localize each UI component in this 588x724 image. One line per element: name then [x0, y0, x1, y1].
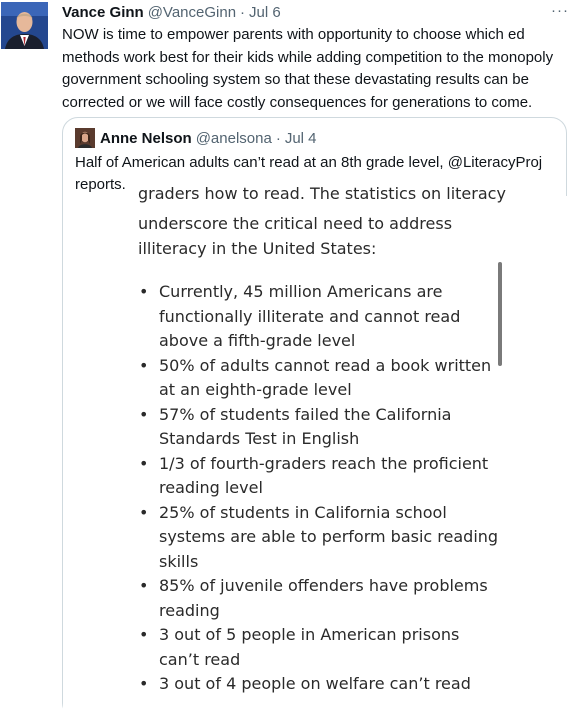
bullet-item: • 50% of adults cannot read a book written at an eighth-grade level: [159, 354, 504, 403]
bullet-item: • 57% of students failed the California Standards Test in English: [159, 403, 504, 452]
bullet-item: • 85% of juvenile offenders have problems reading: [159, 574, 504, 623]
quoted-tweet-image[interactable]: [63, 184, 568, 720]
tweet-date[interactable]: Jul 6: [249, 3, 281, 21]
quoted-author-name[interactable]: Anne Nelson: [100, 129, 192, 147]
quoted-tweet-header: [75, 128, 317, 148]
more-icon[interactable]: ···: [551, 1, 569, 19]
quoted-separator: ·: [275, 129, 281, 147]
quoted-tweet[interactable]: [62, 117, 567, 719]
bullet-item: • 25% of students in California school systems are able to perform basic reading skills: [159, 501, 504, 575]
quoted-tweet-date[interactable]: Jul 4: [284, 129, 317, 147]
image-scrollbar: [498, 262, 502, 366]
bullet-item: • 3 out of 4 people on welfare can’t read: [159, 672, 504, 697]
tweet-header: [62, 3, 281, 21]
tweet-text: NOW is time to empower parents with opportunity to choose which ed methods work best for their kids while adding competition to the monopoly government schooling system so that these devastating results can be corrected or we will face costly consequences for generations to come.: [62, 26, 554, 111]
bullet-item: • Currently, 45 million Americans are functionally illiterate and cannot read above a fifth-grade level: [159, 280, 504, 354]
separator: ·: [240, 3, 246, 21]
author-handle[interactable]: @VanceGinn: [147, 3, 237, 21]
quoted-author-avatar[interactable]: [75, 128, 95, 148]
author-avatar[interactable]: [1, 2, 48, 49]
image-intro-text: underscore the critical need to address illiteracy in the United States:: [138, 214, 453, 258]
image-bullet-list: [159, 280, 504, 697]
bullet-item: • 1/3 of fourth-graders reach the proficient reading level: [159, 452, 504, 501]
image-cutoff-text: graders how to read. The statistics on literacy: [138, 184, 506, 203]
bullet-item: • 3 out of 5 people in American prisons can’t read: [159, 623, 504, 672]
quoted-tweet-text: Half of American adults can’t read at an 8th grade level, @LiteracyProj reports.: [75, 154, 543, 193]
quoted-author-handle[interactable]: @anelsona: [195, 129, 272, 147]
author-name[interactable]: Vance Ginn: [62, 3, 144, 21]
